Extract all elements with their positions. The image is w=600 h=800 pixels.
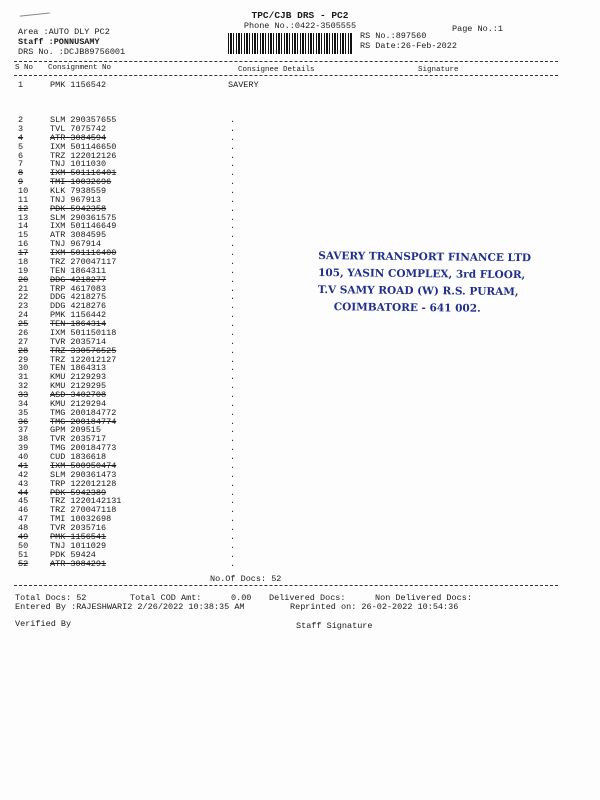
row-dot: . [230, 558, 236, 569]
row-dot: . [230, 487, 236, 498]
row-dot: . [230, 469, 236, 480]
rs-number: RS No.:897560 [360, 31, 427, 41]
row-sno: 24 [18, 310, 29, 321]
row-dot: . [230, 505, 236, 516]
row-consignment: TVR 2035714 [50, 336, 107, 347]
non-delivered-docs: Non Delivered Docs: [375, 593, 472, 603]
row-consignment: SLM 290361575 [50, 212, 117, 223]
row-sno: 47 [18, 514, 29, 525]
row-dot: . [230, 115, 236, 125]
verified-by: Verified By [15, 619, 72, 629]
row-sno: 4 [18, 132, 24, 143]
row-consignment: IXM 501150118 [50, 327, 117, 338]
row-sno: 27 [18, 336, 29, 347]
row-sno: 21 [18, 283, 29, 294]
row-sno: 39 [18, 443, 29, 454]
col-header-consignment: Consignment No [48, 64, 112, 72]
row-dot: . [230, 443, 236, 454]
row-consignment: ATR 3084291 [50, 558, 107, 569]
row-dot: . [230, 230, 236, 241]
row-dot: . [230, 239, 236, 250]
row-dot: . [230, 132, 236, 143]
row-dot: . [230, 301, 236, 312]
row-consignment: PDK 59424 [50, 549, 96, 560]
row-consignment: TRZ 270047118 [50, 505, 117, 516]
report-title: TPC/CJB DRS - PC2 [251, 10, 349, 21]
row-consignment: ATR 3084595 [50, 230, 107, 241]
row-sno: 16 [18, 239, 29, 250]
row-consignment: IXM 501116401 [50, 168, 117, 179]
row-sno: 9 [18, 177, 24, 188]
table-row [18, 81, 438, 90]
row-dot: . [230, 310, 236, 321]
row-dot: . [230, 496, 236, 507]
row-dot: . [230, 177, 236, 188]
row-sno: 15 [18, 230, 29, 241]
row-consignment: PDK 5942389 [50, 487, 107, 498]
total-cod-value: 0.00 [231, 593, 252, 603]
row-dot: . [230, 265, 236, 276]
row-consignment: DDG 4218275 [50, 292, 107, 303]
row-dot: . [230, 372, 236, 383]
row-consignment: ASD 3402708 [50, 390, 107, 400]
row-dot: . [230, 478, 236, 489]
row-sno: 36 [18, 416, 29, 427]
row-sno: 17 [18, 248, 29, 258]
row-consignment: TRP 4617083 [50, 283, 107, 294]
row-consignment: TMI 10032696 [50, 177, 112, 188]
row-sno: 28 [18, 345, 29, 356]
row-sno: 5 [18, 141, 24, 152]
page-number: Page No.:1 [452, 24, 504, 34]
row-sno: 52 [18, 558, 29, 569]
row-sno: 42 [18, 469, 29, 480]
row-sno: 20 [18, 274, 29, 285]
row-sno: 1 [18, 80, 24, 90]
row-consignment: CUD 1836618 [50, 452, 107, 463]
row-consignment: TRZ 122012127 [50, 354, 117, 365]
row-dot: . [230, 221, 236, 232]
total-cod-label: Total COD Amt: [130, 593, 202, 603]
row-sno: 31 [18, 372, 29, 383]
row-sno: 37 [18, 425, 29, 436]
row-consignment: TEN 1864311 [50, 265, 107, 276]
row-dot: . [230, 212, 236, 223]
no-of-docs: No.Of Docs: 52 [210, 574, 282, 584]
row-dot: . [230, 381, 236, 392]
row-sno: 23 [18, 301, 29, 312]
drs-number: DRS No. :DCJB89756001 [18, 47, 126, 57]
row-dot: . [230, 283, 236, 294]
staff-label: Staff :PONNUSAMY [18, 37, 100, 47]
area-label: Area :AUTO DLY PC2 [18, 27, 110, 37]
row-consignment: TEN 1864313 [50, 363, 107, 374]
row-consignment: IXM 501146650 [50, 141, 117, 152]
row-dot: . [230, 194, 236, 205]
row-dot: . [230, 336, 236, 347]
row-dot: . [230, 514, 236, 525]
row-sno: 2 [18, 115, 24, 125]
row-dot: . [230, 141, 236, 152]
row-sno: 25 [18, 319, 29, 329]
row-consignment: PMK 1156541 [50, 531, 107, 542]
row-consignment: DDG 4218276 [50, 301, 107, 312]
row-dot: . [230, 150, 236, 161]
row-consignment: TMG 200184772 [50, 407, 117, 418]
stamp-line: SAVERY TRANSPORT FINANCE LTD [318, 250, 532, 265]
row-consignment: TRZ 122012126 [50, 150, 117, 161]
table-row [18, 560, 248, 569]
row-sno: 26 [18, 327, 29, 338]
row-consignment: IXM 501116400 [50, 248, 117, 258]
row-sno: 13 [18, 212, 29, 223]
row-dot: . [230, 354, 236, 365]
row-sno: 41 [18, 460, 29, 471]
row-consignment: TVR 2035716 [50, 523, 107, 533]
pen-mark [20, 12, 50, 20]
row-sno: 11 [18, 194, 29, 205]
row-consignment: PMK 1156542 [50, 80, 107, 90]
row-sno: 3 [18, 123, 24, 134]
row-sno: 43 [18, 478, 29, 489]
col-header-sno: S No [15, 64, 34, 72]
row-sno: 29 [18, 354, 29, 365]
row-consignment: SLM 290361473 [50, 469, 117, 480]
row-sno: 12 [18, 203, 29, 214]
row-sno: 49 [18, 531, 29, 542]
row-consignment: ATR 3084594 [50, 132, 107, 143]
row-dot: . [230, 363, 236, 374]
row-sno: 34 [18, 398, 29, 409]
row-consignment: TEN 1864314 [50, 319, 107, 329]
row-dot: . [230, 549, 236, 560]
row-consignment: KMU 2129293 [50, 372, 107, 383]
row-consignment: TMI 10032698 [50, 514, 112, 525]
row-dot: . [230, 327, 236, 338]
row-consignment: TMG 200184774 [50, 416, 117, 427]
row-dot: . [230, 523, 236, 533]
row-dot: . [230, 460, 236, 471]
delivered-docs: Delivered Docs: [269, 593, 346, 603]
row-dot: . [230, 186, 236, 196]
row-sno: 46 [18, 505, 29, 516]
reprinted-on: Reprinted on: 26-02-2022 10:54:36 [290, 602, 459, 612]
row-dot: . [230, 390, 236, 400]
row-sno: 8 [18, 168, 24, 179]
row-sno: 22 [18, 292, 29, 303]
row-sno: 38 [18, 434, 29, 445]
entered-by: Entered By :RAJESHWARI2 2/26/2022 10:38:35 AM [15, 602, 245, 612]
row-consignment: IXM 501146649 [50, 221, 117, 232]
row-sno: 45 [18, 496, 29, 507]
row-dot: . [230, 123, 236, 134]
row-consignment: PDK 5942358 [50, 203, 107, 214]
row-dot: . [230, 452, 236, 463]
row-sno: 33 [18, 390, 29, 400]
row-dot: . [230, 248, 236, 258]
row-dot: . [230, 407, 236, 418]
row-consignment: TVR 2035717 [50, 434, 107, 445]
row-consignment: DDG 4218277 [50, 274, 107, 285]
row-sno: 14 [18, 221, 29, 232]
row-consignment: PMK 1156442 [50, 310, 107, 321]
row-sno: 35 [18, 407, 29, 418]
rs-date: RS Date:26-Feb-2022 [360, 41, 457, 51]
row-sno: 48 [18, 523, 29, 533]
row-sno: 51 [18, 549, 29, 560]
row-dot: . [230, 540, 236, 551]
barcode-image [228, 33, 353, 54]
row-sno: 30 [18, 363, 29, 374]
row-dot: . [230, 256, 236, 267]
row-consignment: TNJ 1011030 [50, 159, 107, 170]
row-dot: . [230, 531, 236, 542]
row-dot: . [230, 425, 236, 436]
row-consignment: IXM 500950474 [50, 460, 117, 471]
row-sno: 40 [18, 452, 29, 463]
row-dot: . [230, 203, 236, 214]
row-consignment: TNJ 967913 [50, 194, 102, 205]
phone-number: Phone No.:0422-3505555 [243, 21, 357, 31]
row-dot: . [230, 434, 236, 445]
row-dot: . [230, 416, 236, 427]
row-consignment: KMU 2129295 [50, 381, 107, 392]
divider [14, 585, 558, 586]
divider [14, 75, 558, 76]
row-dot: . [230, 159, 236, 170]
row-consignment: TVL 7075742 [50, 123, 107, 134]
row-sno: 7 [18, 159, 24, 170]
row-dot: . [230, 319, 236, 329]
row-consignment: TRZ 1220142131 [50, 496, 122, 507]
row-consignment: TRP 122012128 [50, 478, 117, 489]
stamp-line: 105, YASIN COMPLEX, 3rd FLOOR, [318, 267, 526, 282]
stamp-line: COIMBATORE - 641 002. [333, 301, 481, 315]
row-dot: . [230, 274, 236, 285]
col-header-signature: Signature [418, 66, 459, 74]
row-dot: . [230, 292, 236, 303]
row-sno: 6 [18, 150, 24, 161]
row-consignment: SLM 290357655 [50, 115, 117, 125]
row-consignment: TRZ 330576525 [50, 345, 117, 356]
row-sno: 10 [18, 186, 29, 196]
row-sno: 44 [18, 487, 29, 498]
row-consignment: KMU 2129294 [50, 398, 107, 409]
row-sno: 18 [18, 256, 29, 267]
row-consignment: TRZ 270047117 [50, 256, 117, 267]
row-consignment: TNJ 1011029 [50, 540, 107, 551]
row-dot: . [230, 345, 236, 356]
row-sno: 50 [18, 540, 29, 551]
row-consignee: SAVERY [228, 80, 259, 90]
staff-signature: Staff Signature [296, 621, 373, 631]
row-consignment: TMG 200184773 [50, 443, 117, 454]
row-consignment: TNJ 967914 [50, 239, 102, 250]
row-sno: 19 [18, 265, 29, 276]
company-stamp [317, 248, 532, 318]
row-dot: . [230, 168, 236, 179]
row-dot: . [230, 398, 236, 409]
col-header-consignee: Consignee Details [238, 66, 315, 74]
row-sno: 32 [18, 381, 29, 392]
divider [14, 61, 558, 62]
row-consignment: KLK 7938559 [50, 186, 107, 196]
total-docs: Total Docs: 52 [15, 593, 87, 603]
row-consignment: GPM 209515 [50, 425, 102, 436]
stamp-line: T.V SAMY ROAD (W) R.S. PURAM, [317, 284, 519, 299]
